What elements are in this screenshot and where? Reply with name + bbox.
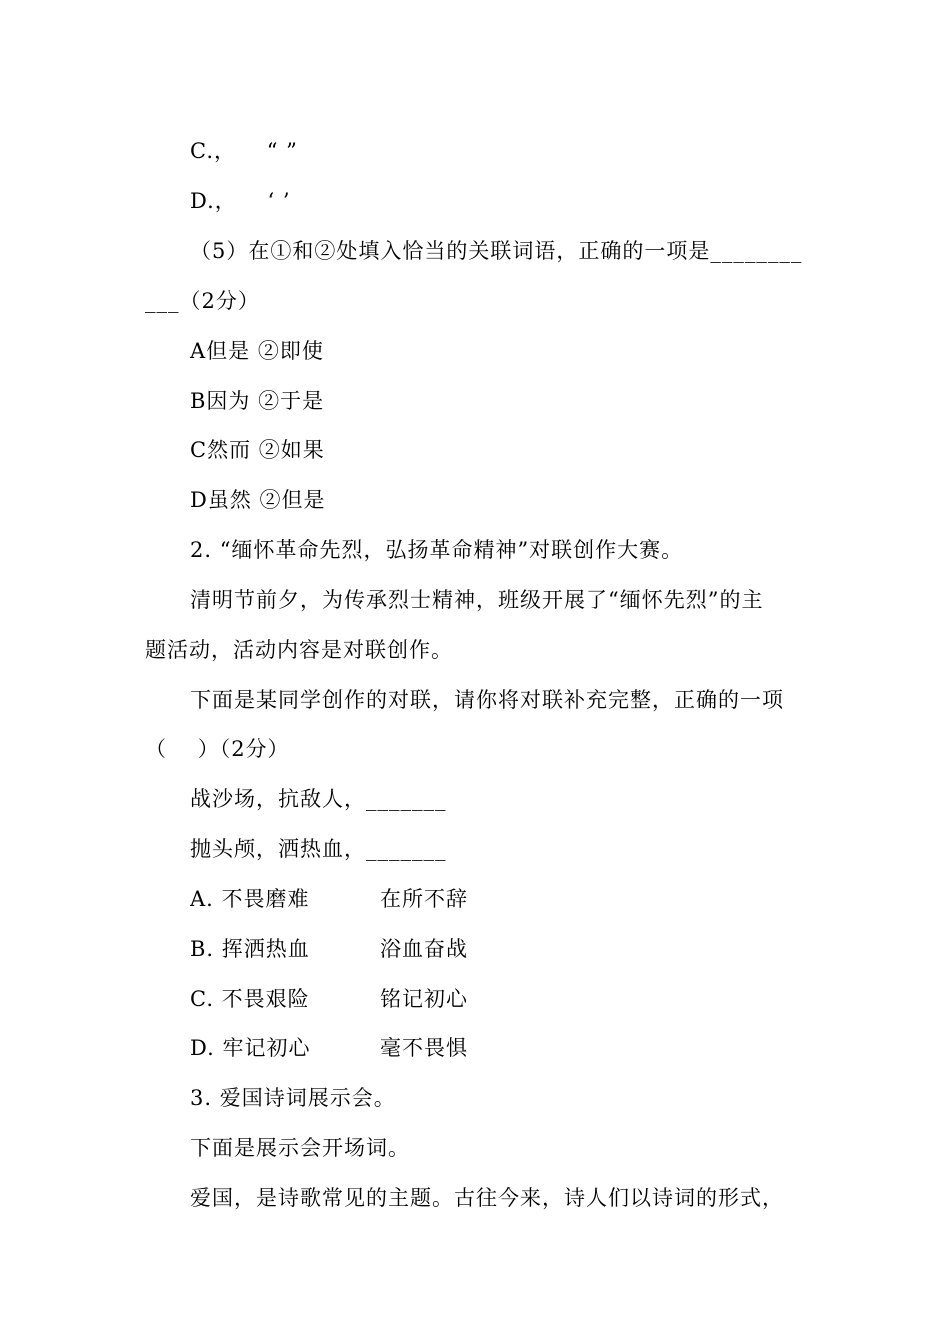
couplet-option-a-label: A. 不畏磨难: [190, 887, 310, 911]
option-c-punctuation: C.， “ ”: [190, 139, 298, 163]
option-d-punctuation: D.， ‘ ’: [190, 189, 291, 213]
paragraph-line: 题活动，活动内容是对联创作。: [145, 638, 453, 662]
couplet-option-d-label: D. 牢记初心: [190, 1036, 311, 1060]
couplet-option-a-value: 在所不辞: [380, 887, 468, 911]
couplet-option-b-value: 浴血奋战: [380, 937, 468, 961]
q5-option-b: B因为 ②于是: [190, 389, 325, 413]
paragraph-line: 下面是展示会开场词。: [190, 1136, 410, 1160]
question-5-prompt-cont: ___（2分）: [145, 289, 260, 313]
paragraph-line: 爱国，是诗歌常见的主题。古往今来，诗人们以诗词的形式，: [190, 1186, 784, 1210]
couplet-option-d-value: 毫不畏惧: [380, 1036, 468, 1060]
paragraph-line: 清明节前夕，为传承烈士精神，班级开展了“缅怀先烈”的主: [190, 588, 764, 612]
couplet-option-b-label: B. 挥洒热血: [190, 937, 310, 961]
section-3-title: 3. 爱国诗词展示会。: [190, 1086, 396, 1110]
couplet-option-c-label: C. 不畏艰险: [190, 987, 310, 1011]
q5-option-c: C然而 ②如果: [190, 438, 325, 462]
question-5-prompt: （5）在①和②处填入恰当的关联词语，正确的一项是________: [190, 239, 803, 263]
section-2-title: 2. “缅怀革命先烈，弘扬革命精神”对联创作大赛。: [190, 538, 684, 562]
q5-option-a: A但是 ②即使: [190, 339, 324, 363]
answer-blank-line: （ ）（2分）: [145, 737, 290, 761]
q5-option-d: D虽然 ②但是: [190, 488, 326, 512]
couplet-line-1: 战沙场，抗敌人，_______: [190, 787, 447, 811]
couplet-option-c-value: 铭记初心: [380, 987, 468, 1011]
couplet-line-2: 抛头颅，洒热血，_______: [190, 837, 447, 861]
paragraph-line: 下面是某同学创作的对联，请你将对联补充完整，正确的一项: [190, 688, 784, 712]
